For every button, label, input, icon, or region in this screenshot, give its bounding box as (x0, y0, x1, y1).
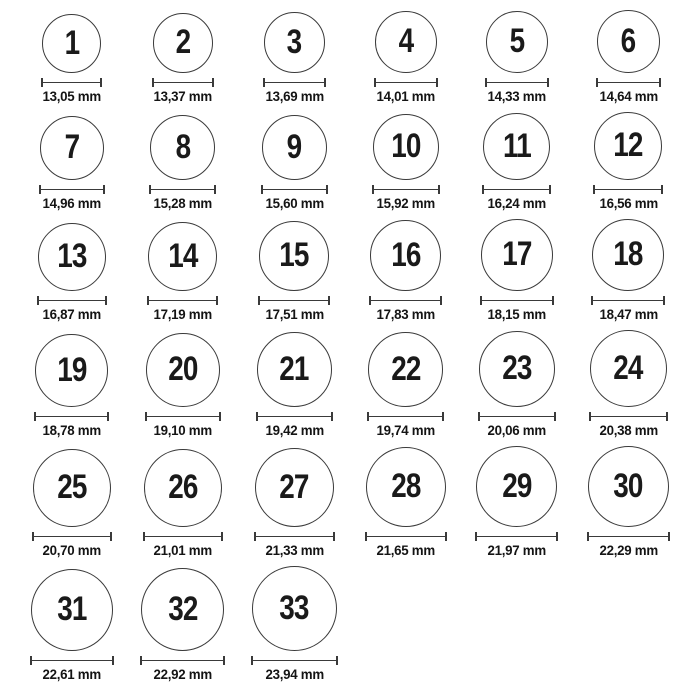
ring-size-cell (149, 115, 216, 212)
ring-circle (141, 568, 224, 651)
diameter-measure-line (41, 78, 102, 87)
ring-size-cell (140, 568, 225, 683)
diameter-measure-line (589, 412, 668, 421)
diameter-label: 17,19 mm (153, 306, 213, 322)
ring-size-number: 17 (502, 235, 532, 273)
diameter-measure-line (374, 78, 438, 87)
diameter-label: 15,28 mm (153, 195, 213, 211)
diameter-label: 14,96 mm (42, 195, 101, 211)
diameter-label: 14,33 mm (487, 88, 547, 104)
diameter-label: 22,61 mm (42, 666, 101, 682)
diameter-measure-line (143, 532, 223, 541)
ring-circle (144, 449, 222, 527)
ring-size-number: 15 (279, 236, 310, 274)
ring-circle (42, 14, 101, 73)
ring-size-number: 19 (56, 350, 87, 389)
ring-size-number: 5 (509, 22, 525, 60)
diameter-label: 15,92 mm (376, 195, 435, 211)
ring-circle (597, 10, 660, 73)
diameter-label: 18,78 mm (42, 422, 101, 438)
ring-size-number: 21 (279, 349, 310, 388)
ring-size-number: 31 (56, 590, 87, 628)
diameter-label: 19,74 mm (376, 422, 435, 438)
ring-size-cell (263, 12, 326, 105)
ring-circle (148, 222, 217, 291)
ring-size-number: 28 (390, 467, 421, 505)
diameter-measure-line (587, 532, 670, 541)
ring-size-number: 22 (390, 349, 421, 388)
diameter-label: 19,42 mm (265, 422, 324, 438)
diameter-label: 22,29 mm (599, 542, 658, 558)
ring-size-number: 11 (503, 126, 531, 165)
ring-size-cell (261, 115, 328, 212)
ring-size-number: 7 (64, 128, 79, 166)
diameter-label: 20,70 mm (42, 542, 101, 558)
diameter-label: 20,38 mm (599, 422, 658, 438)
ring-circle (255, 448, 334, 527)
ring-size-number: 24 (613, 348, 644, 387)
ring-size-cell (32, 449, 112, 559)
ring-size-cell (374, 11, 438, 105)
diameter-measure-line (140, 656, 225, 665)
ring-size-number: 12 (613, 126, 644, 164)
ring-circle (592, 219, 664, 291)
ring-size-cell (482, 113, 551, 212)
diameter-measure-line (596, 78, 661, 87)
diameter-label: 20,06 mm (487, 422, 547, 438)
ring-size-cell (34, 334, 109, 439)
ring-circle (35, 334, 108, 407)
ring-size-cell (367, 332, 444, 439)
ring-circle (259, 221, 329, 291)
diameter-measure-line (365, 532, 447, 541)
ring-size-cell (145, 333, 221, 439)
diameter-measure-line (367, 412, 444, 421)
diameter-label: 13,69 mm (265, 88, 324, 104)
diameter-measure-line (480, 296, 554, 305)
diameter-measure-line (369, 296, 442, 305)
ring-size-number: 16 (390, 235, 421, 274)
ring-size-number: 14 (168, 236, 198, 275)
diameter-measure-line (256, 412, 333, 421)
ring-circle (588, 446, 669, 527)
ring-size-number: 23 (502, 349, 532, 387)
ring-size-cell (485, 11, 549, 105)
diameter-label: 16,87 mm (42, 306, 101, 322)
diameter-measure-line (149, 185, 216, 194)
ring-size-number: 25 (56, 468, 87, 506)
diameter-measure-line (254, 532, 335, 541)
ring-circle (262, 115, 327, 180)
ring-size-number: 10 (390, 127, 421, 165)
ring-size-cell (365, 447, 447, 559)
ring-size-number: 18 (613, 235, 644, 273)
ring-circle (264, 12, 325, 73)
diameter-label: 13,37 mm (153, 88, 213, 104)
diameter-label: 17,51 mm (265, 306, 324, 322)
diameter-measure-line (34, 412, 109, 421)
diameter-label: 18,47 mm (599, 306, 658, 322)
ring-size-number: 4 (398, 22, 413, 60)
diameter-measure-line (251, 656, 338, 665)
diameter-label: 16,56 mm (599, 195, 658, 211)
ring-size-cell (30, 569, 114, 683)
ring-size-cell (372, 114, 440, 212)
ring-size-cell (254, 448, 335, 559)
ring-circle (38, 223, 106, 291)
diameter-measure-line (32, 532, 112, 541)
diameter-label: 19,10 mm (153, 422, 213, 438)
diameter-label: 21,33 mm (265, 542, 324, 558)
ring-circle (31, 569, 113, 651)
ring-size-cell (258, 221, 330, 323)
diameter-measure-line (261, 185, 328, 194)
ring-circle (594, 112, 662, 180)
ring-size-cell (369, 220, 442, 323)
diameter-measure-line (152, 78, 214, 87)
diameter-measure-line (30, 656, 114, 665)
ring-circle (252, 566, 337, 651)
ring-circle (153, 13, 213, 73)
ring-circle (590, 330, 667, 407)
diameter-measure-line (485, 78, 549, 87)
ring-size-cell (37, 223, 107, 323)
diameter-measure-line (145, 412, 221, 421)
diameter-measure-line (263, 78, 326, 87)
ring-size-cell (39, 116, 105, 212)
diameter-measure-line (372, 185, 440, 194)
ring-size-number: 32 (168, 589, 198, 628)
ring-circle (33, 449, 111, 527)
ring-circle (146, 333, 220, 407)
diameter-label: 21,97 mm (487, 542, 547, 558)
ring-circle (150, 115, 215, 180)
diameter-measure-line (475, 532, 558, 541)
diameter-label: 23,94 mm (265, 666, 324, 682)
ring-circle (486, 11, 548, 73)
diameter-label: 13,05 mm (42, 88, 101, 104)
diameter-measure-line (593, 185, 663, 194)
ring-size-cell (587, 446, 670, 559)
ring-size-number: 20 (168, 350, 198, 388)
ring-size-cell (251, 566, 338, 683)
diameter-label: 18,15 mm (487, 306, 547, 322)
ring-size-cell (475, 446, 558, 559)
ring-circle (366, 447, 446, 527)
ring-size-number: 27 (279, 467, 310, 506)
ring-circle (40, 116, 104, 180)
diameter-label: 14,64 mm (599, 88, 658, 104)
ring-size-number: 33 (279, 588, 310, 627)
ring-size-cell (41, 14, 102, 105)
diameter-measure-line (258, 296, 330, 305)
ring-size-number: 8 (175, 127, 191, 166)
diameter-label: 17,83 mm (376, 306, 435, 322)
ring-size-number: 2 (175, 23, 191, 61)
ring-circle (373, 114, 439, 180)
ring-circle (370, 220, 441, 291)
ring-size-cell (147, 222, 218, 323)
ring-size-cell (593, 112, 663, 212)
ring-circle (481, 219, 553, 291)
ring-size-cell (478, 331, 556, 439)
ring-size-cell (152, 13, 214, 105)
diameter-label: 15,60 mm (265, 195, 324, 211)
diameter-label: 16,24 mm (487, 195, 547, 211)
diameter-label: 21,65 mm (376, 542, 435, 558)
ring-size-number: 26 (168, 468, 198, 506)
ring-size-number: 13 (56, 237, 87, 275)
ring-size-number: 3 (286, 22, 302, 61)
diameter-measure-line (591, 296, 665, 305)
ring-circle (483, 113, 550, 180)
diameter-measure-line (478, 412, 556, 421)
diameter-label: 14,01 mm (376, 88, 435, 104)
diameter-measure-line (37, 296, 107, 305)
ring-size-cell (596, 10, 661, 105)
ring-circle (257, 332, 332, 407)
ring-size-cell (256, 332, 333, 439)
ring-size-number: 1 (64, 23, 79, 62)
ring-circle (368, 332, 443, 407)
ring-size-number: 6 (620, 21, 636, 60)
diameter-label: 22,92 mm (153, 666, 213, 682)
ring-circle (479, 331, 555, 407)
diameter-measure-line (147, 296, 218, 305)
diameter-measure-line (482, 185, 551, 194)
ring-size-number: 30 (613, 466, 644, 505)
ring-circle (476, 446, 557, 527)
diameter-label: 21,01 mm (153, 542, 213, 558)
ring-size-cell (143, 449, 223, 559)
ring-size-number: 29 (502, 466, 532, 505)
ring-size-number: 9 (286, 127, 302, 166)
ring-size-cell (589, 330, 668, 439)
ring-circle (375, 11, 437, 73)
diameter-measure-line (39, 185, 105, 194)
ring-size-cell (591, 219, 665, 323)
ring-size-cell (480, 219, 554, 323)
